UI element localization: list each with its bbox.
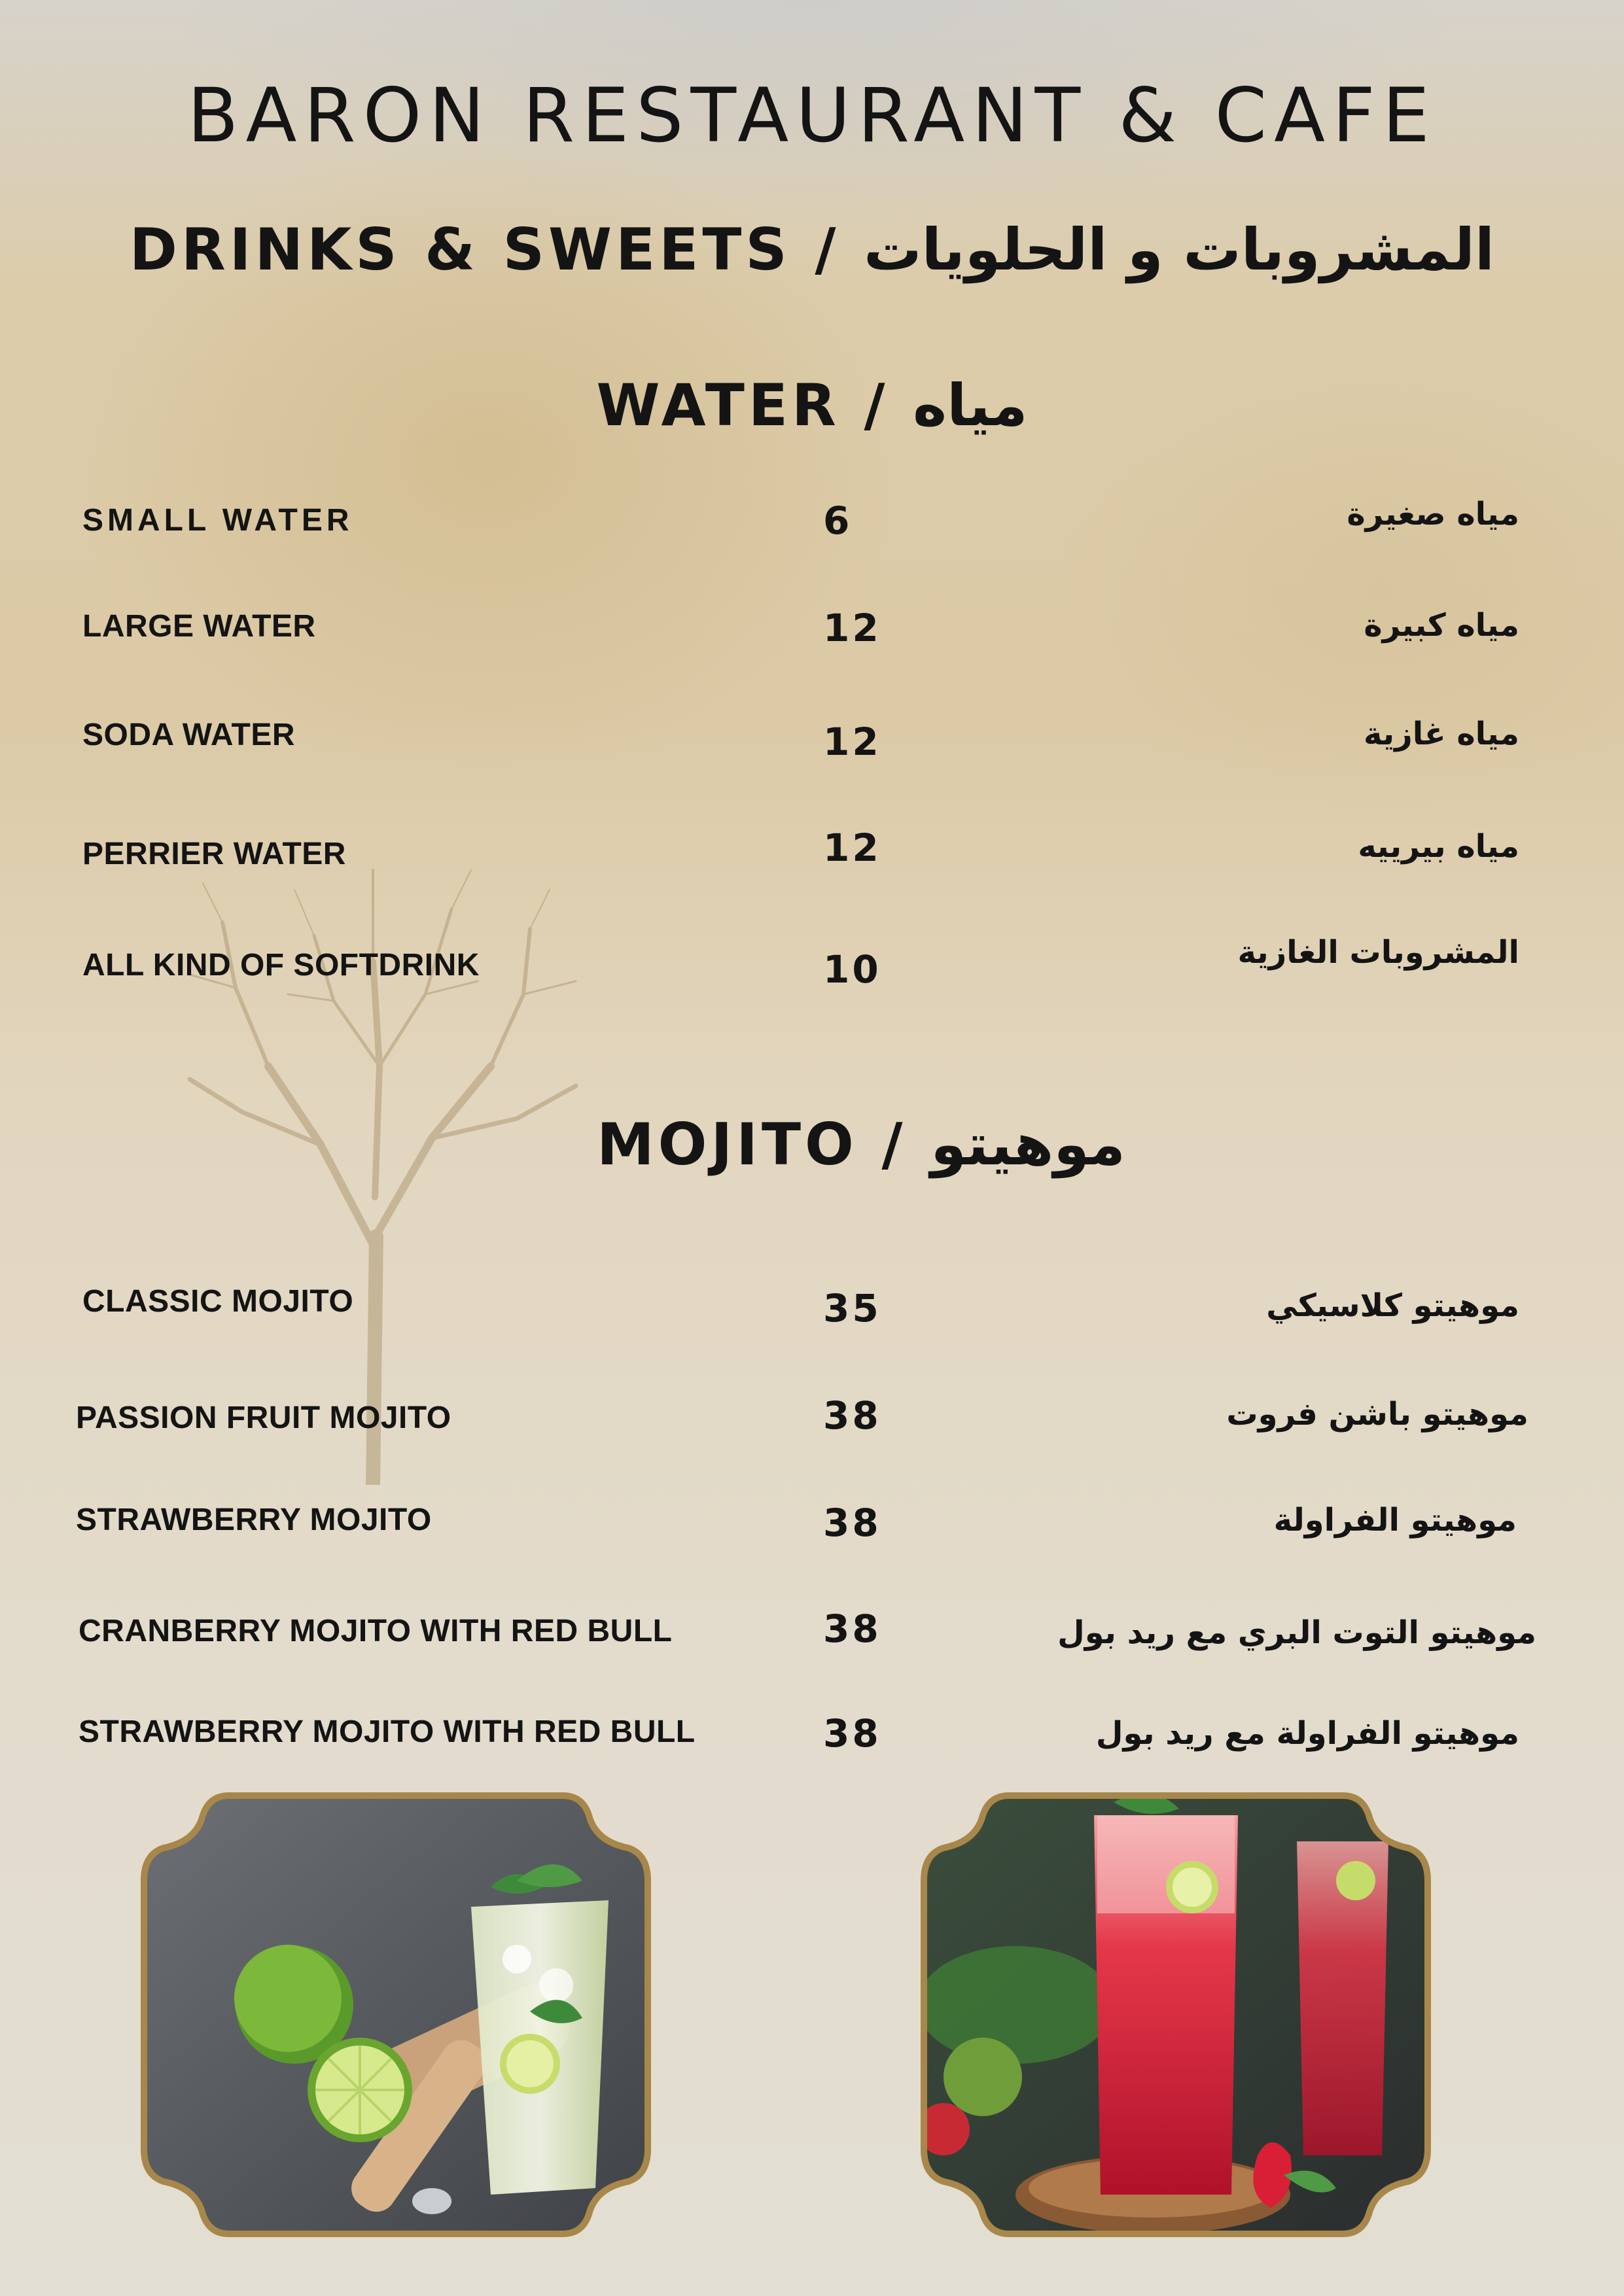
item-name-arabic: مياه غازية bbox=[1364, 716, 1519, 752]
item-price: 38 bbox=[823, 1393, 881, 1438]
item-name-arabic: مياه بيرييه bbox=[1358, 828, 1519, 865]
item-price: 38 bbox=[823, 1501, 881, 1545]
item-name: STRAWBERRY MOJITO bbox=[76, 1503, 432, 1537]
strawberry-mojito-photo bbox=[904, 1789, 1447, 2240]
menu-subtitle: DRINKS & SWEETS / المشروبات و الحلويات bbox=[129, 216, 1495, 283]
item-price: 6 bbox=[823, 498, 853, 543]
item-name-arabic: موهيتو باشن فروت bbox=[1226, 1396, 1528, 1433]
item-price: 12 bbox=[823, 720, 881, 764]
item-name: PERRIER WATER bbox=[82, 837, 346, 871]
item-price: 35 bbox=[823, 1286, 881, 1331]
item-name: SODA WATER bbox=[82, 718, 295, 752]
restaurant-title: BARON RESTAURANT & CAFE bbox=[187, 72, 1437, 159]
section-title-water: WATER / مياه bbox=[596, 372, 1028, 439]
item-name-arabic: مياه صغيرة bbox=[1347, 496, 1519, 532]
lime-mojito-photo bbox=[124, 1789, 667, 2240]
item-name-arabic: موهيتو الفراولة مع ريد بول bbox=[1095, 1715, 1519, 1752]
item-price: 12 bbox=[823, 826, 881, 870]
item-price: 38 bbox=[823, 1607, 881, 1651]
item-price: 12 bbox=[823, 606, 881, 650]
item-name: PASSION FRUIT MOJITO bbox=[76, 1400, 451, 1435]
item-name: CRANBERRY MOJITO WITH RED BULL bbox=[79, 1614, 673, 1648]
item-price: 38 bbox=[823, 1711, 881, 1756]
item-name: CLASSIC MOJITO bbox=[82, 1284, 354, 1319]
item-name-arabic: موهيتو التوت البري مع ريد بول bbox=[1057, 1614, 1536, 1651]
item-name: STRAWBERRY MOJITO WITH RED BULL bbox=[79, 1714, 696, 1749]
item-name-arabic: المشروبات الغازية bbox=[1237, 934, 1519, 971]
item-name: SMALL WATER bbox=[82, 503, 353, 538]
section-title-mojito: MOJITO / موهيتو bbox=[597, 1111, 1125, 1178]
item-price: 10 bbox=[823, 947, 881, 992]
item-name: ALL KIND OF SOFTDRINK bbox=[82, 948, 480, 983]
item-name-arabic: موهيتو الفراولة bbox=[1273, 1502, 1517, 1539]
item-name: LARGE WATER bbox=[82, 609, 316, 644]
item-name-arabic: مياه كبيرة bbox=[1364, 607, 1519, 644]
item-name-arabic: موهيتو كلاسيكي bbox=[1266, 1287, 1519, 1324]
